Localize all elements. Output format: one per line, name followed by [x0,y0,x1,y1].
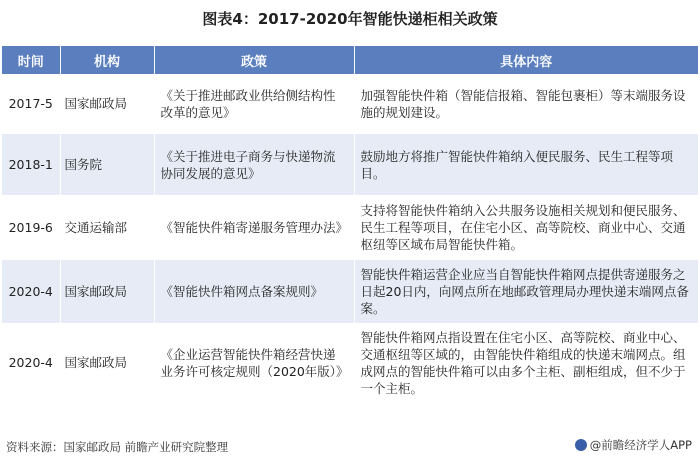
cell-org: 交通运输部 [60,196,154,260]
brand-mark [575,437,692,453]
cell-policy: 《智能快件箱寄递服务管理办法》 [154,196,354,260]
cell-content: 鼓励地方将推广智能快件箱纳入便民服务、民生工程等项目。 [354,134,698,196]
cell-org: 国家邮政局 [60,324,154,402]
header-org: 机构 [60,46,154,74]
cell-content: 智能快件箱网点指设置在住宅小区、高等院校、商业中心、交通枢纽等区域的，由智能快件箱组成的快递末端网点。组成网点的智能快件箱可以由多个主柜、副柜组成，但不少于一个主柜。 [354,324,698,402]
cell-org: 国家邮政局 [60,260,154,324]
table-header-row [2,46,698,74]
cell-time: 2018-1 [2,134,60,196]
cell-policy: 《关于推进邮政业供给侧结构性改革的意见》 [154,74,354,134]
chart-title: 图表4：2017-2020年智能快递柜相关政策 [202,10,498,28]
cell-policy: 《企业运营智能快件箱经营快递业务许可核定规则（2020年版）》 [154,324,354,402]
header-policy: 政策 [154,46,354,74]
table-row [2,74,698,134]
cell-policy: 《智能快件箱网点备案规则》 [154,260,354,324]
policy-table [2,46,698,402]
cell-time: 2019-6 [2,196,60,260]
cell-content: 支持将智能快件箱纳入公共服务设施相关规划和便民服务、民生工程等项目，在住宅小区、高等院校、商业中心、交通枢纽等区域布局智能快件箱。 [354,196,698,260]
cell-org: 国家邮政局 [60,74,154,134]
table-row [2,134,698,196]
source-note: 资料来源：国家邮政局 前瞻产业研究院整理 [6,440,229,454]
table-row [2,196,698,260]
brand-logo-icon [575,439,587,451]
cell-policy: 《关于推进电子商务与快递物流协同发展的意见》 [154,134,354,196]
header-content: 具体内容 [354,46,698,74]
cell-org: 国务院 [60,134,154,196]
cell-time: 2017-5 [2,74,60,134]
cell-content: 加强智能快件箱（智能信报箱、智能包裹柜）等末端服务设施的规划建设。 [354,74,698,134]
table-row [2,324,698,402]
table-row [2,260,698,324]
cell-time: 2020-4 [2,324,60,402]
cell-content: 智能快件箱运营企业应当自智能快件箱网点提供寄递服务之日起20日内，向网点所在地邮政管理局办理快递末端网点备案。 [354,260,698,324]
header-time: 时间 [2,46,60,74]
brand-text: @前瞻经济学人APP [589,438,692,452]
cell-time: 2020-4 [2,260,60,324]
